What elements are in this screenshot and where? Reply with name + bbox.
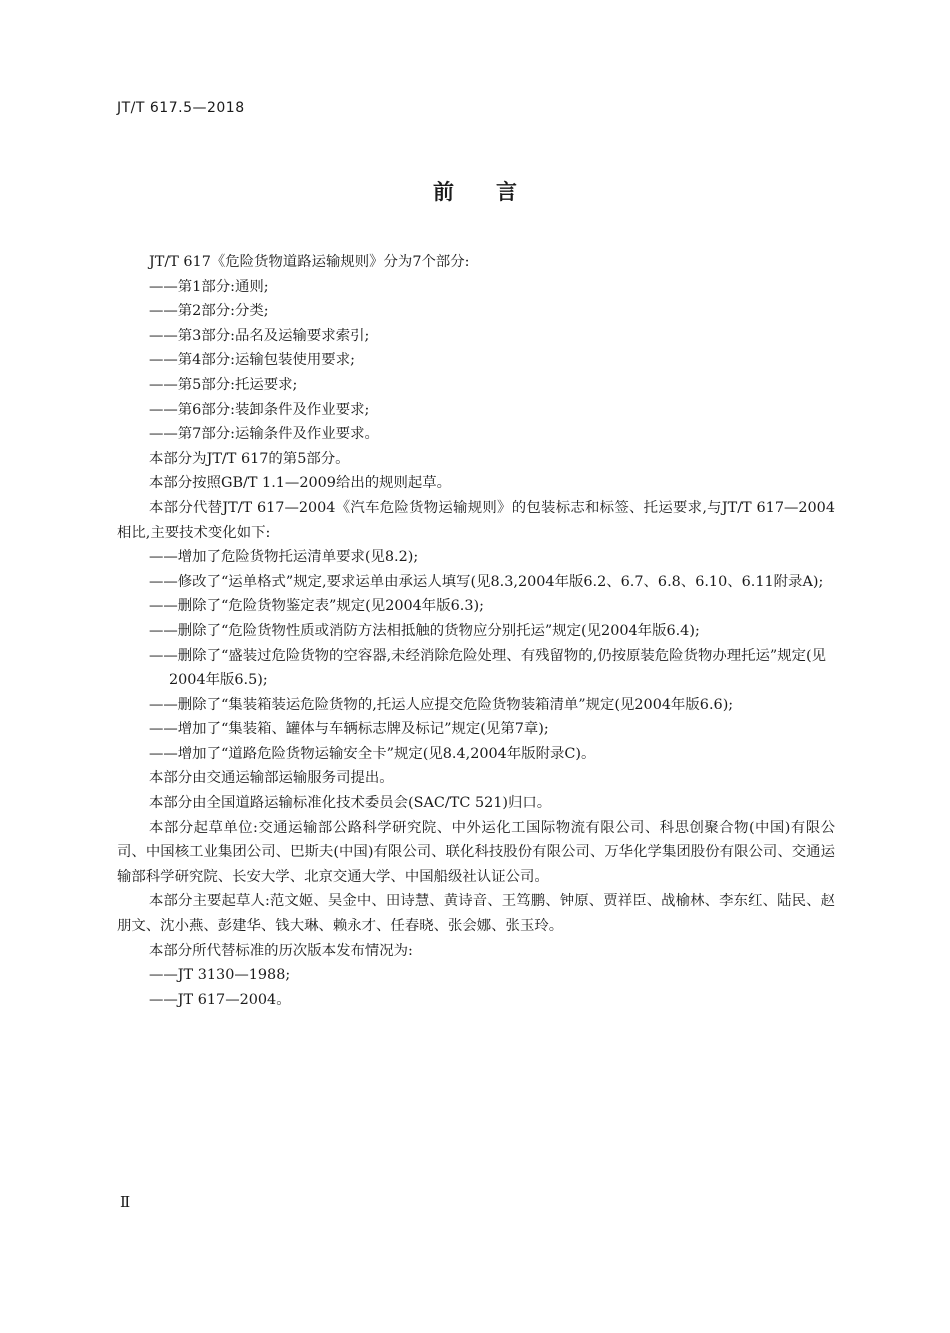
document-body bbox=[117, 250, 835, 1012]
list-item: ——第1部分:通则; bbox=[149, 278, 269, 295]
list-item: ——删除了“集装箱装运危险货物的,托运人应提交危险货物装箱清单”规定(见2004年版6.6); bbox=[149, 696, 734, 713]
paragraph: 本部分由全国道路运输标准化技术委员会(SAC/TC 521)归口。 bbox=[149, 795, 552, 812]
list-item: ——删除了“危险货物鉴定表”规定(见2004年版6.3); bbox=[149, 598, 484, 615]
list-item: ——第6部分:装卸条件及作业要求; bbox=[149, 401, 370, 418]
paragraph: JT/T 617《危险货物道路运输规则》分为7个部分: bbox=[149, 254, 470, 270]
list-item: ——JT 617—2004。 bbox=[149, 991, 291, 1008]
list-item: ——增加了危险货物托运清单要求(见8.2); bbox=[149, 549, 419, 566]
paragraph: 本部分按照GB/T 1.1—2009给出的规则起草。 bbox=[149, 475, 452, 492]
paragraph: 本部分由交通运输部运输服务司提出。 bbox=[149, 770, 394, 787]
list-item: ——第3部分:品名及运输要求索引; bbox=[149, 327, 370, 344]
list-item: ——第4部分:运输包装使用要求; bbox=[149, 352, 355, 369]
list-item: ——第5部分:托运要求; bbox=[149, 376, 298, 393]
page-title: 前言 bbox=[433, 180, 559, 204]
paragraph: 本部分所代替标准的历次版本发布情况为: bbox=[149, 942, 413, 959]
paragraph: 本部分起草单位:交通运输部公路科学研究院、中外运化工国际物流有限公司、科思创聚合物(中国)有限公司、中国核工业集团公司、巴斯夫(中国)有限公司、联化科技股份有限公司、万华化学集团股份有限公司、交通运输部科学研究院、长安大学、北京交通大学、中国船级社认证公司。 bbox=[117, 819, 835, 885]
list-item: ——增加了“道路危险货物运输安全卡”规定(见8.4,2004年版附录C)。 bbox=[149, 745, 596, 762]
paragraph: 本部分为JT/T 617的第5部分。 bbox=[149, 450, 350, 467]
list-item: ——删除了“盛装过危险货物的空容器,未经消除危险处理、有残留物的,仍按原装危险货物办理托运”规定(见2004年版6.5); bbox=[149, 647, 827, 689]
list-item: ——增加了“集装箱、罐体与车辆标志牌及标记”规定(见第7章); bbox=[149, 721, 549, 738]
paragraph: 本部分代替JT/T 617—2004《汽车危险货物运输规则》的包装标志和标签、托运要求,与JT/T 617—2004相比,主要技术变化如下: bbox=[117, 499, 835, 541]
paragraph: 本部分主要起草人:范文姬、吴金中、田诗慧、黄诗音、王笃鹏、钟原、贾祥臣、战榆林、李东红、陆民、赵朋文、沈小燕、彭建华、钱大琳、赖永才、任春晓、张会娜、张玉玲。 bbox=[117, 893, 835, 935]
list-item: ——第7部分:运输条件及作业要求。 bbox=[149, 426, 379, 443]
list-item: ——JT 3130—1988; bbox=[149, 967, 291, 984]
document-code: JT/T 617.5—2018 bbox=[117, 100, 245, 116]
page-number: Ⅱ bbox=[120, 1193, 131, 1211]
list-item: ——第2部分:分类; bbox=[149, 303, 269, 320]
list-item: ——删除了“危险货物性质或消防方法相抵触的货物应分别托运”规定(见2004年版6.4); bbox=[149, 622, 700, 639]
list-item: ——修改了“运单格式”规定,要求运单由承运人填写(见8.3,2004年版6.2、6.7、6.8、6.10、6.11附录A); bbox=[149, 573, 824, 590]
